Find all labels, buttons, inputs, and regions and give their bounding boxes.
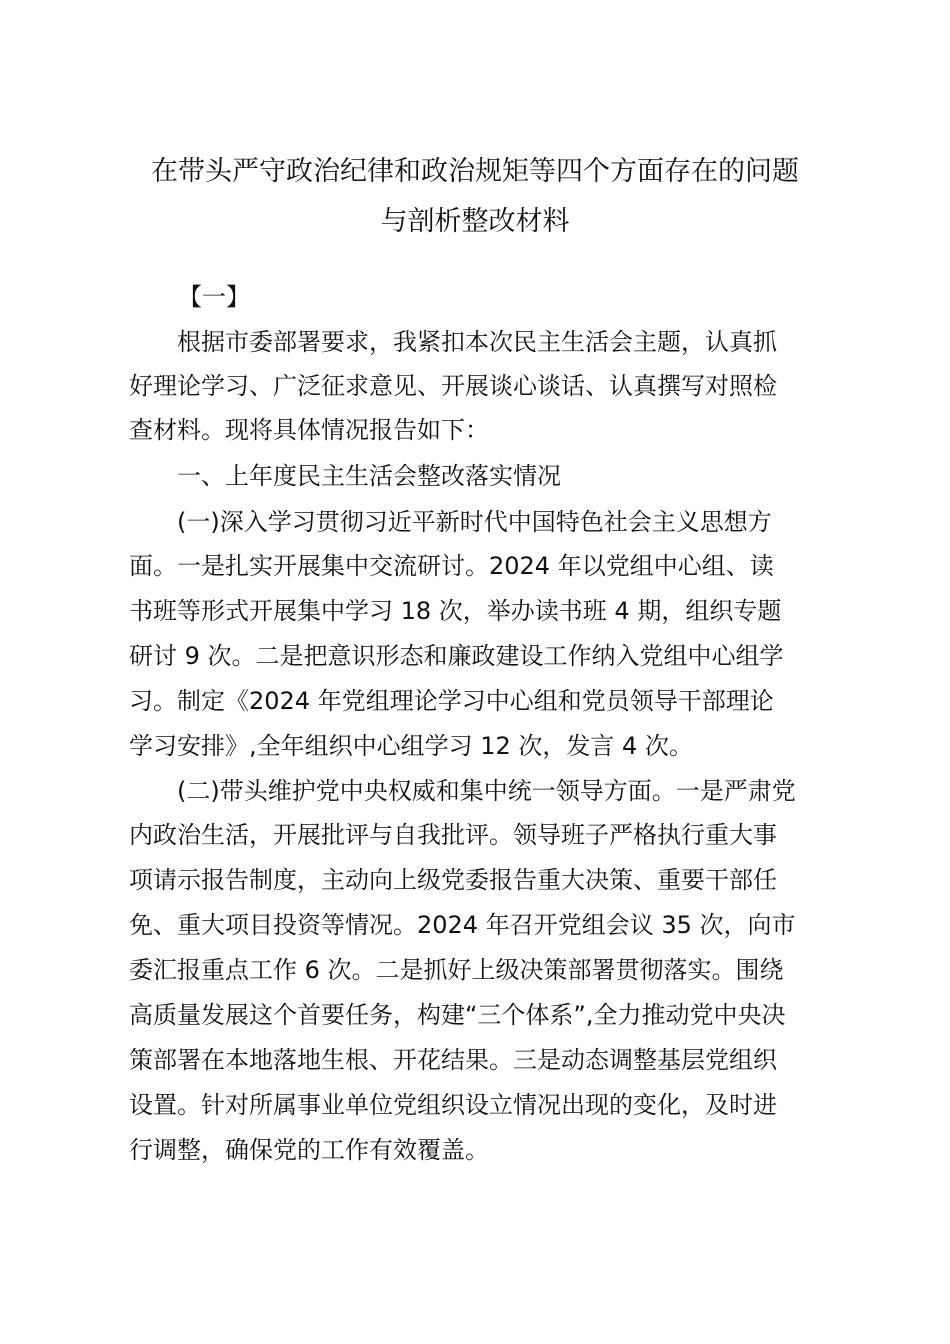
paragraph-line: 学习安排》,全年组织中心组学习 12 次，发言 4 次。: [129, 732, 693, 760]
paragraph-line: 行调整，确保党的工作有效覆盖。: [129, 1136, 489, 1164]
document-title-line-2: 与剖析整改材料: [380, 206, 570, 237]
paragraph-line: 面。一是扎实开展集中交流研讨。2024 年以党组中心组、读: [129, 552, 774, 580]
paragraph-line: 项请示报告制度，主动向上级党委报告重大决策、重要干部任: [129, 866, 777, 894]
paragraph-line: 习。制定《2024 年党组理论学习中心组和党员领导干部理论: [129, 687, 774, 715]
section-marker: 【一】: [178, 283, 250, 311]
paragraph-line: 书班等形式开展集中学习 18 次，举办读书班 4 期，组织专题: [129, 597, 782, 625]
paragraph-line: 高质量发展这个首要任务，构建“三个体系”,全力推动党中央决: [129, 1001, 786, 1029]
paragraph-line: 根据市委部署要求，我紧扣本次民主生活会主题，认真抓: [177, 328, 777, 356]
paragraph-line: 免、重大项目投资等情况。2024 年召开党组会议 35 次，向市: [129, 911, 796, 939]
paragraph-line: 内政治生活，开展批评与自我批评。领导班子严格执行重大事: [129, 821, 777, 849]
document-title-line-1: 在带头严守政治纪律和政治规矩等四个方面存在的问题: [151, 156, 799, 187]
paragraph-line: 策部署在本地落地生根、开花结果。三是动态调整基层党组织: [129, 1046, 777, 1074]
paragraph-line: 研讨 9 次。二是把意识形态和廉政建设工作纳入党组中心组学: [129, 642, 784, 670]
paragraph-line: 委汇报重点工作 6 次。二是抓好上级决策部署贯彻落实。围绕: [129, 956, 784, 984]
paragraph-line: (一)深入学习贯彻习近平新时代中国特色社会主义思想方: [177, 508, 772, 536]
paragraph-line: (二)带头维护党中央权威和集中统一领导方面。一是严肃党: [177, 777, 796, 805]
paragraph-line: 查材料。现将具体情况报告如下：: [129, 416, 489, 444]
section-heading: 一、上年度民主生活会整改落实情况: [177, 462, 561, 490]
paragraph-line: 好理论学习、广泛征求意见、开展谈心谈话、认真撰写对照检: [129, 372, 777, 400]
paragraph-line: 设置。针对所属事业单位党组织设立情况出现的变化，及时进: [129, 1091, 777, 1119]
